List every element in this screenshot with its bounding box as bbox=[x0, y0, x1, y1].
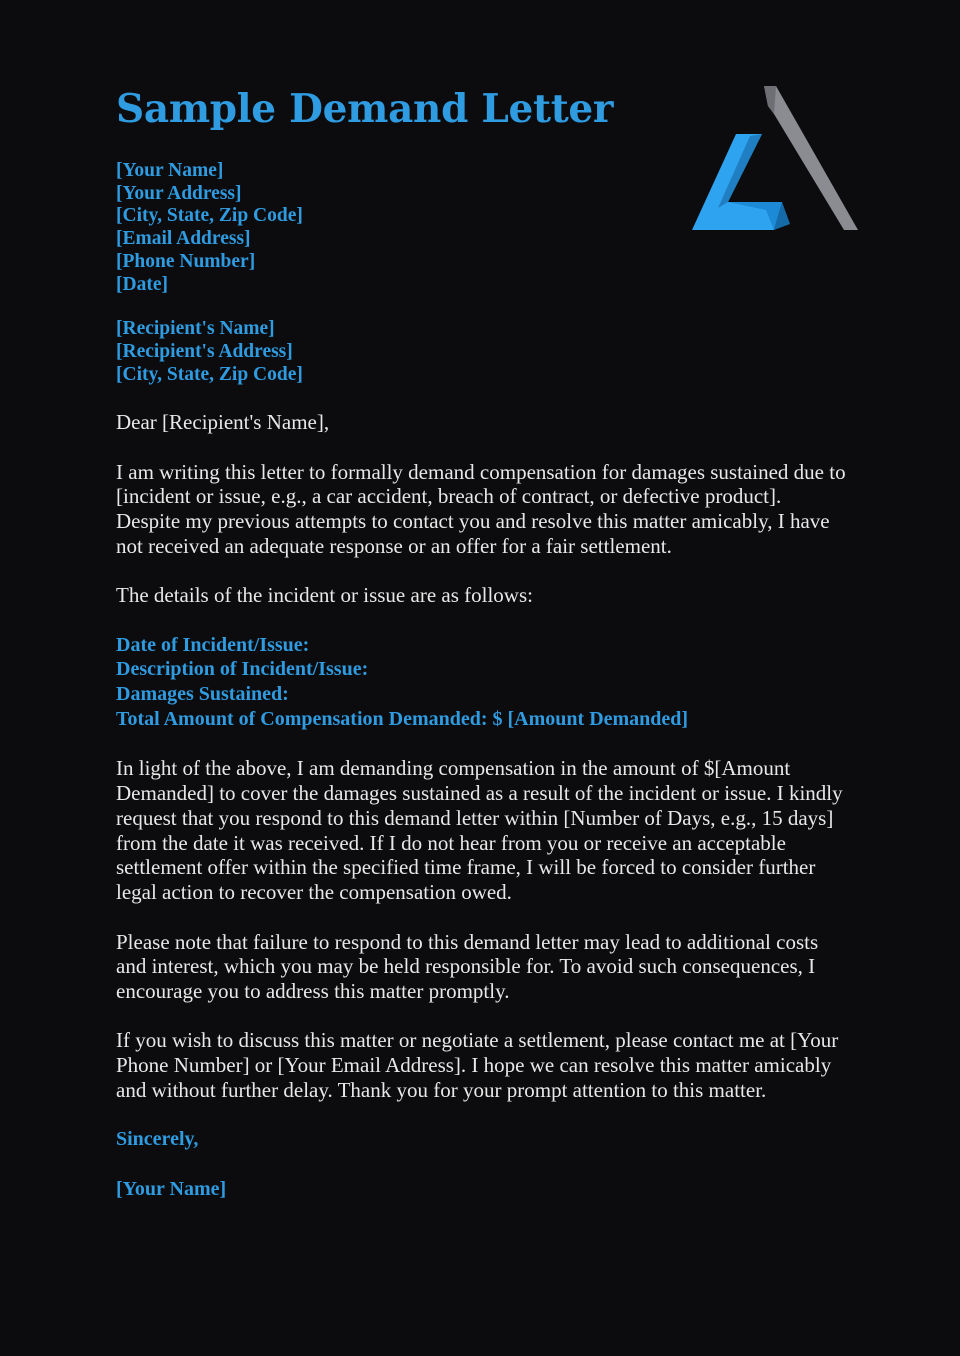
sender-address: [Your Address] bbox=[116, 182, 242, 204]
contact-paragraph: If you wish to discuss this matter or negotiate a settlement, please contact me at [Your Phone Number] or [Your Email Address]. I hope we can resolve this matter amicably and without further delay. Thank you for your prompt attention to this matter. bbox=[116, 1028, 839, 1103]
demand-paragraph: In light of the above, I am demanding compensation in the amount of $[Amount Demanded] to cover the damages sustained as a result of the incident or issue. I kindly request that you respond to this demand letter within [Number of Days, e.g., 15 days] from the date it was received. If I do not hear from you or receive an acceptable settlement offer within the specified time frame, I will be forced to consider further legal action to recover the compensation owed. bbox=[116, 756, 843, 905]
sender-address-block bbox=[116, 160, 846, 296]
letter-date: [Date] bbox=[116, 273, 168, 295]
detail-damages: Damages Sustained: bbox=[116, 683, 289, 706]
closing: Sincerely, bbox=[116, 1128, 199, 1151]
warning-paragraph: Please note that failure to respond to this demand letter may lead to additional costs and interest, which you may be held responsible for. To avoid such consequences, I encourage you to address this matter promptly. bbox=[116, 929, 819, 1004]
sender-phone: [Phone Number] bbox=[116, 250, 256, 272]
closing-block bbox=[116, 1127, 846, 1152]
recipient-address: [Recipient's Address] bbox=[116, 340, 293, 362]
page-title: Sample Demand Letter bbox=[116, 86, 614, 132]
salutation: Dear [Recipient's Name], bbox=[116, 410, 330, 435]
sender-email: [Email Address] bbox=[116, 228, 251, 250]
sender-name: [Your Name] bbox=[116, 160, 224, 181]
recipient-name: [Recipient's Name] bbox=[116, 318, 275, 340]
recipient-city-state-zip: [City, State, Zip Code] bbox=[116, 363, 303, 385]
sender-city-state-zip: [City, State, Zip Code] bbox=[116, 205, 303, 227]
detail-date: Date of Incident/Issue: bbox=[116, 633, 310, 656]
detail-description: Description of Incident/Issue: bbox=[116, 658, 369, 681]
incident-details-list bbox=[116, 633, 846, 732]
signature-block bbox=[116, 1177, 846, 1202]
intro-paragraph: I am writing this letter to formally demand compensation for damages sustained due to [incident or issue, e.g., a car accident, breach of contract, or defective product]. Despite my previous attempts to contact you and resolve this matter amicably, I have not received an adequate response or an offer for a fair settlement. bbox=[116, 459, 846, 559]
detail-total-amount: Total Amount of Compensation Demanded: $ [Amount Demanded] bbox=[116, 708, 689, 730]
signature: [Your Name] bbox=[116, 1177, 227, 1200]
details-intro-paragraph: The details of the incident or issue are as follows: bbox=[116, 583, 533, 608]
letter-page bbox=[116, 82, 846, 1201]
recipient-address-block bbox=[116, 318, 846, 386]
